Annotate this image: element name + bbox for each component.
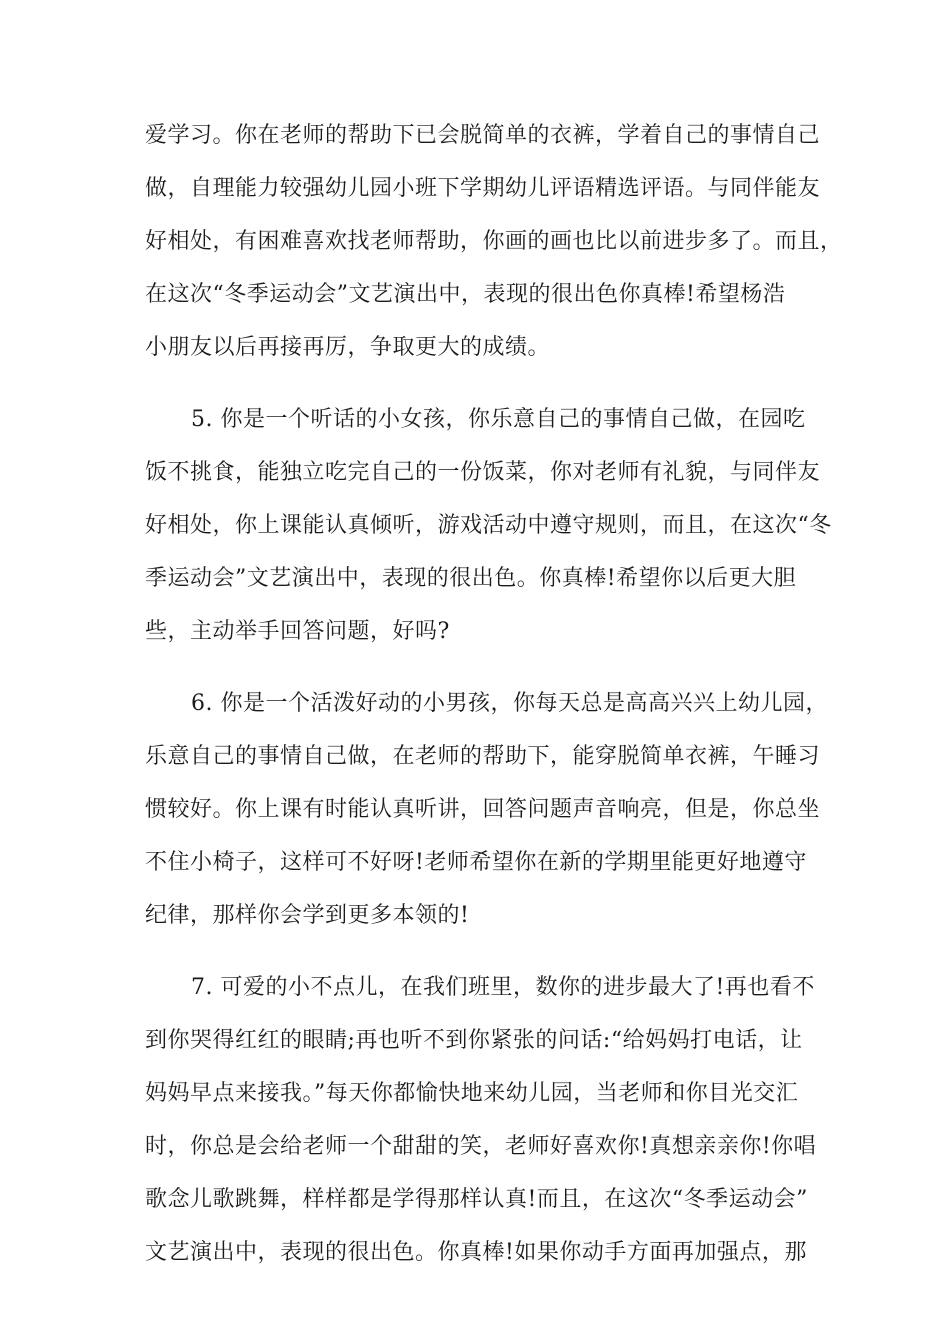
text-line: 7. 可爱的小不点儿，在我们班里，数你的进步最大了!再也看不 — [191, 975, 815, 1000]
text-line: 惯较好。你上课有时能认真听讲，回答问题声音响亮，但是，你总坐 — [145, 797, 821, 822]
text-line: 在这次“冬季运动会”文艺演出中，表现的很出色你真棒!希望杨浩 — [145, 282, 786, 307]
text-line: 歌念儿歌跳舞，样样都是学得那样认真!而且，在这次“冬季运动会” — [145, 1187, 808, 1212]
text-line: 饭不挑食，能独立吃完自己的一份饭菜，你对老师有礼貌，与同伴友 — [145, 460, 821, 485]
text-line: 时，你总是会给老师一个甜甜的笑，老师好喜欢你!真想亲亲你!你唱 — [145, 1134, 817, 1159]
text-line: 些，主动举手回答问题，好吗? — [145, 619, 450, 644]
text-line: 妈妈早点来接我。”每天你都愉快地来幼儿园，当老师和你目光交汇 — [145, 1081, 799, 1106]
text-line: 季运动会”文艺演出中，表现的很出色。你真棒!希望你以后更大胆 — [145, 566, 797, 591]
text-line: 好相处，有困难喜欢找老师帮助，你画的画也比以前进步多了。而且， — [145, 229, 843, 254]
text-line: 纪律，那样你会学到更多本领的! — [145, 903, 470, 928]
text-line: 文艺演出中，表现的很出色。你真棒!如果你动手方面再加强点，那 — [145, 1240, 807, 1265]
text-line: 小朋友以后再接再厉，争取更大的成绩。 — [145, 335, 551, 360]
text-line: 乐意自己的事情自己做，在老师的帮助下，能穿脱简单衣裤，午睡习 — [145, 744, 821, 769]
text-line: 做，自理能力较强幼儿园小班下学期幼儿评语精选评语。与同伴能友 — [145, 176, 821, 201]
text-line: 6. 你是一个活泼好动的小男孩，你每天总是高高兴兴上幼儿园， — [191, 691, 828, 716]
text-line: 到你哭得红红的眼睛;再也听不到你紧张的问话:“给妈妈打电话，让 — [145, 1028, 803, 1053]
document-body — [145, 0, 843, 1344]
text-line: 不住小椅子，这样可不好呀!老师希望你在新的学期里能更好地遵守 — [145, 850, 807, 875]
text-line: 爱学习。你在老师的帮助下已会脱简单的衣裤，学着自己的事情自己 — [145, 123, 821, 148]
text-line: 5. 你是一个听话的小女孩，你乐意自己的事情自己做，在园吃 — [191, 407, 806, 432]
text-line: 好相处，你上课能认真倾听，游戏活动中遵守规则，而且，在这次“冬 — [145, 513, 832, 538]
